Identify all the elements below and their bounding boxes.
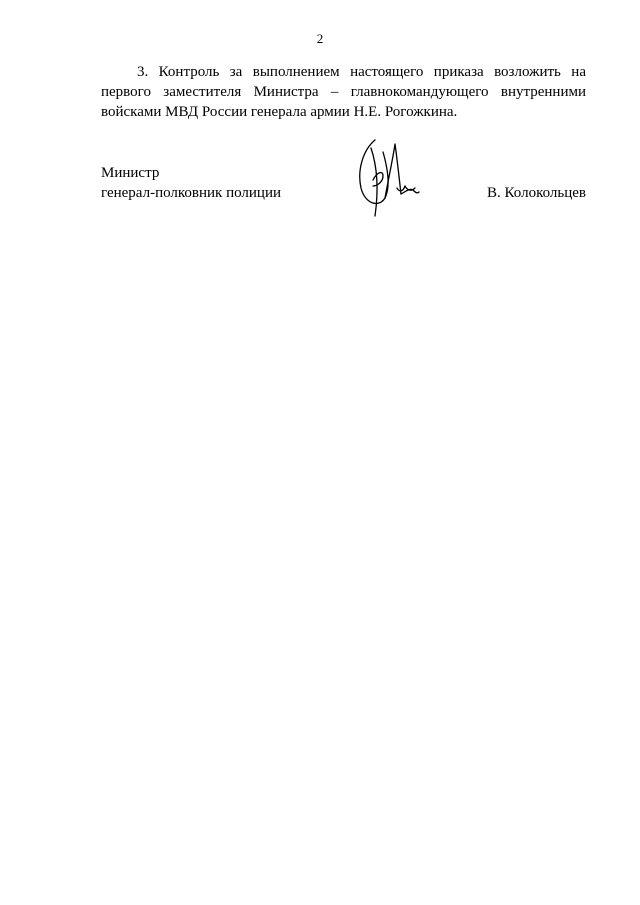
signatory-name: В. Колокольцев — [487, 185, 586, 201]
signatory-title-line-1: Министр — [101, 165, 160, 181]
signatory-title-line-2: генерал-полковник полиции — [101, 185, 282, 201]
paragraph-line-1: 3. Контроль за выполнением настоящего приказа возложить на — [137, 64, 586, 80]
order-paragraph-3 — [101, 62, 586, 122]
signatory-title — [101, 163, 281, 203]
paragraph-line-2: первого заместителя Министра – главнокомандующего внутренними — [101, 84, 586, 100]
signature-block — [101, 163, 586, 223]
page-number: 2 — [316, 31, 324, 46]
paragraph-line-3: войсками МВД России генерала армии Н.Е. Рогожкина. — [101, 104, 458, 120]
handwritten-signature — [353, 136, 423, 218]
